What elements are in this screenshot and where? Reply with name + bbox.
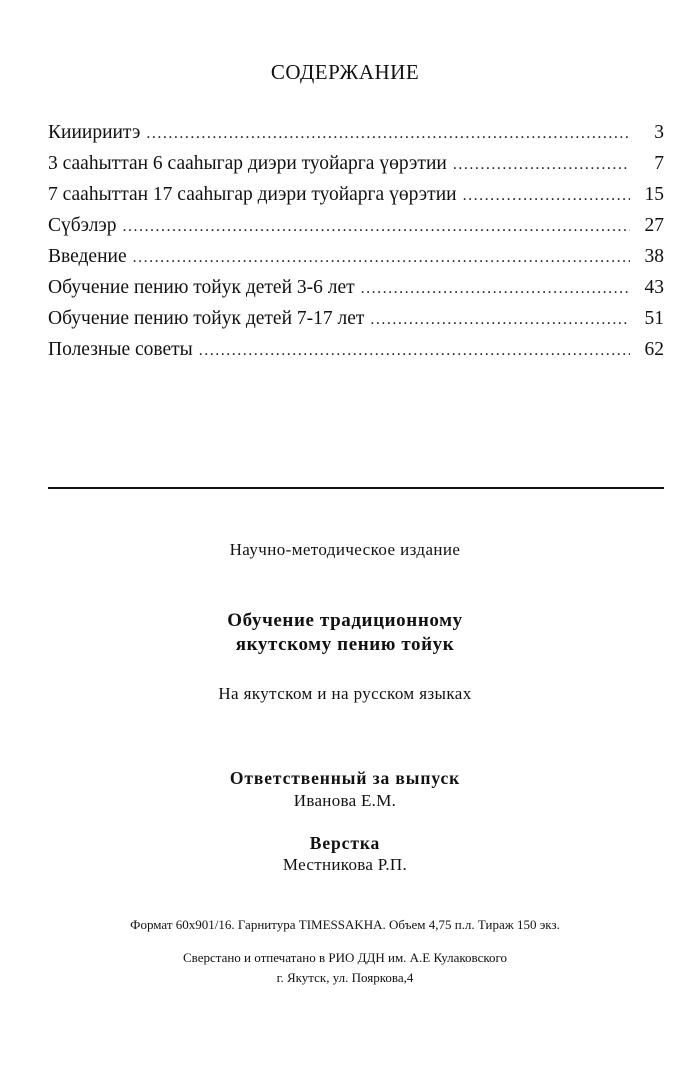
- toc-leader-dots: [199, 342, 630, 360]
- toc-leader-dots: [370, 311, 630, 329]
- layout-name: Местникова Р.П.: [282, 855, 408, 874]
- layout-label: Верстка: [309, 833, 381, 853]
- toc-entry: [48, 339, 664, 370]
- toc-entry: [48, 215, 664, 246]
- toc-entry-page: 43: [644, 277, 664, 298]
- toc-entry-page: 51: [644, 308, 664, 329]
- horizontal-divider: [48, 487, 664, 489]
- toc-entry: [48, 184, 664, 215]
- toc-entry-label: Сүбэлэр: [48, 215, 117, 236]
- toc-entry-page: 27: [644, 215, 664, 236]
- toc-title: СОДЕРЖАНИЕ: [270, 60, 420, 84]
- toc-entry-page: 38: [644, 246, 664, 267]
- toc-leader-dots: [463, 187, 630, 205]
- toc-entry-page: 15: [644, 184, 664, 205]
- toc-entry: [48, 122, 664, 153]
- toc-entry-page: 7: [654, 153, 664, 174]
- toc-entry-page: 3: [654, 122, 664, 143]
- toc-entry: [48, 246, 664, 277]
- toc-entry: [48, 308, 664, 339]
- toc-leader-dots: [453, 156, 630, 174]
- toc-entry-page: 62: [644, 339, 664, 360]
- toc-entry-label: Обучение пению тойук детей 7-17 лет: [48, 308, 365, 329]
- toc-entry-label: Полезные советы: [48, 339, 193, 360]
- responsible-label: Ответственный за выпуск: [229, 768, 461, 788]
- toc-entry-label: Кииириитэ: [48, 122, 141, 143]
- printed-at: Сверстано и отпечатано в РИО ДДН им. А.Е Кулаковского: [182, 950, 508, 965]
- toc-entry: [48, 277, 664, 308]
- responsible-name: Иванова Е.М.: [293, 791, 397, 810]
- languages-note: На якутском и на русском языках: [218, 684, 472, 703]
- toc-entry-label: Обучение пению тойук детей 3-6 лет: [48, 277, 355, 298]
- publisher-address: г. Якутск, ул. Пояркова,4: [276, 970, 414, 985]
- toc-leader-dots: [133, 249, 630, 267]
- table-of-contents: [48, 122, 664, 370]
- edition-type: Научно-методическое издание: [229, 540, 461, 559]
- toc-entry: [48, 153, 664, 184]
- imprint-details: Формат 60х901/16. Гарнитура TIMESSAKHA. Объем 4,75 п.л. Тираж 150 экз.: [130, 917, 560, 932]
- toc-entry-label: 3 сааһыттан 6 сааһыгар диэри туойарга үөрэтии: [48, 153, 447, 174]
- toc-entry-label: Введение: [48, 246, 127, 267]
- toc-leader-dots: [123, 218, 630, 236]
- book-title-line-1: Обучение традиционному: [227, 610, 463, 631]
- book-title-line-2: якутскому пению тойук: [235, 634, 455, 655]
- toc-leader-dots: [361, 280, 630, 298]
- toc-leader-dots: [146, 125, 630, 143]
- toc-entry-label: 7 сааһыттан 17 сааһыгар диэри туойарга үөрэтии: [48, 184, 457, 205]
